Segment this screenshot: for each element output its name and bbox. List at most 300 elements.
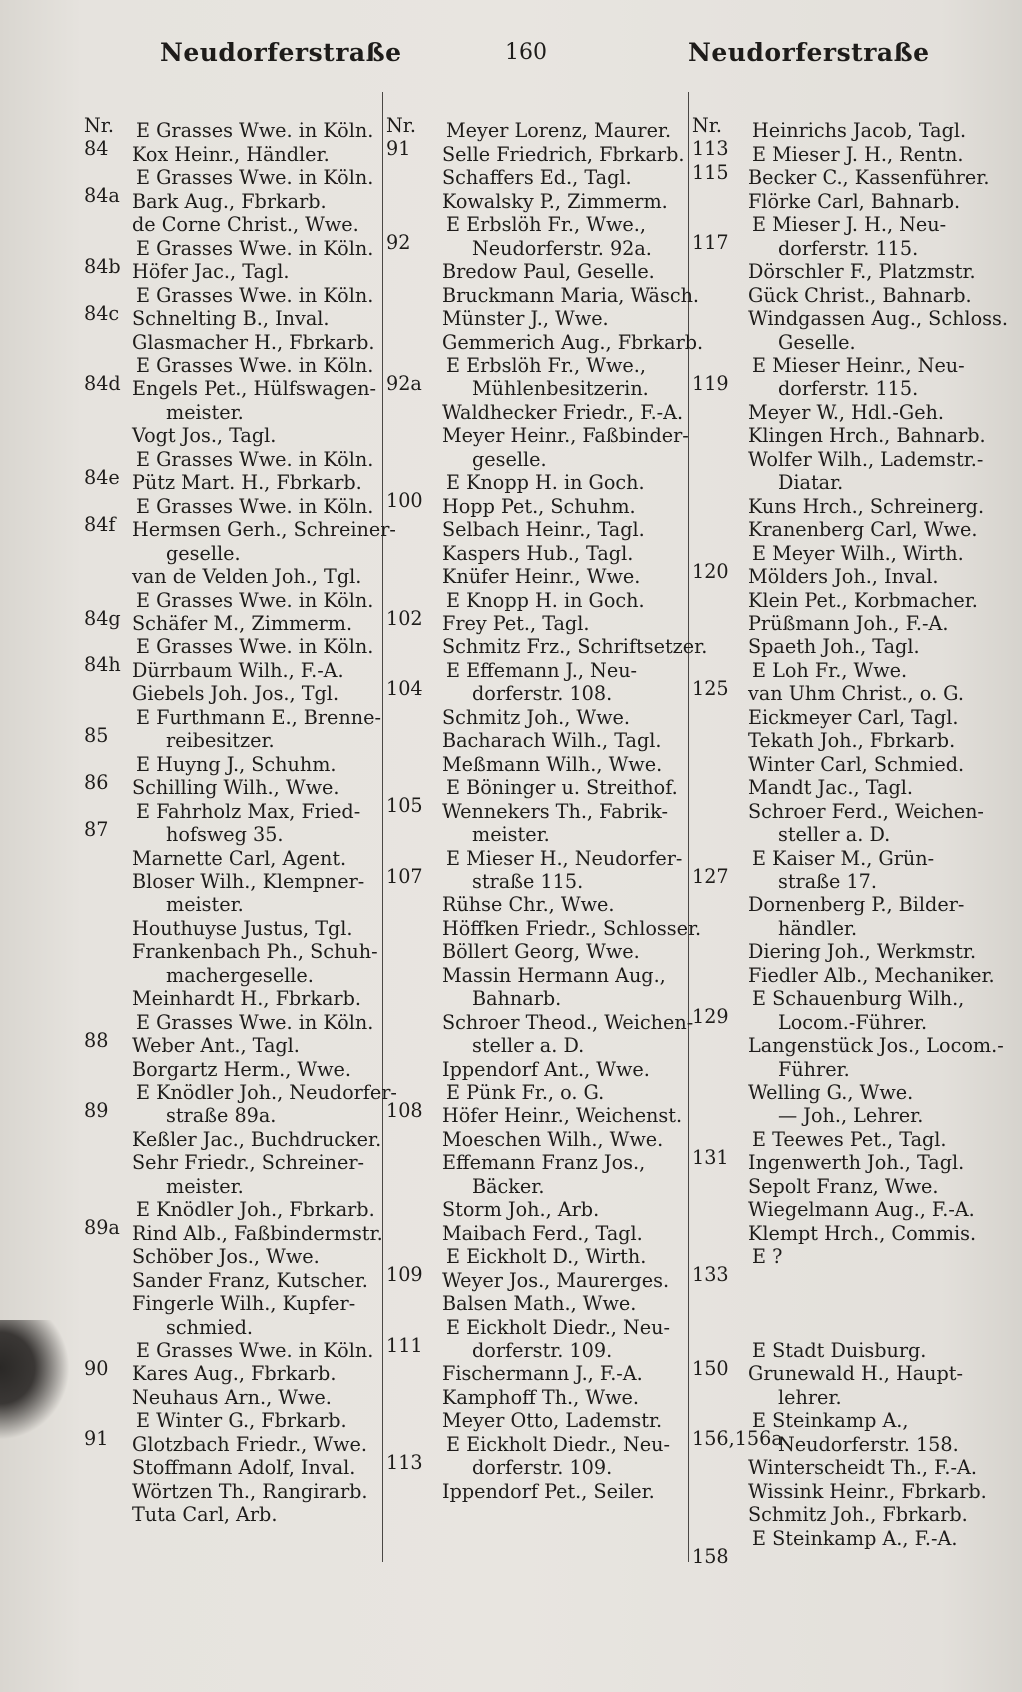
house-number: 84f	[84, 512, 116, 536]
entry-text: dorferstr. 109.	[472, 1339, 613, 1363]
entry-text: E Grasses Wwe. in Köln.	[136, 166, 374, 190]
entry-text: Schöber Jos., Wwe.	[132, 1245, 320, 1269]
resident-entry	[386, 518, 686, 541]
resident-entry	[84, 1456, 382, 1479]
entry-text: Klein Pet., Korbmacher.	[748, 588, 978, 612]
resident-entry	[84, 1151, 382, 1174]
resident-entry	[386, 1104, 686, 1127]
resident-entry	[84, 471, 382, 494]
house-entry	[692, 1526, 992, 1568]
entry-text: E Eickholt Diedr., Neu-	[446, 1432, 670, 1456]
house-number: 90	[84, 1357, 109, 1381]
entry-text: Neuhaus Arn., Wwe.	[132, 1385, 332, 1409]
resident-entry	[84, 1433, 382, 1456]
house-number: 92a	[386, 371, 422, 395]
resident-entry	[386, 495, 686, 518]
resident-entry	[386, 190, 686, 213]
entry-text: E Mieser Heinr., Neu-	[752, 353, 965, 377]
entry-text: Rind Alb., Faßbindermstr.	[132, 1221, 383, 1245]
resident-entry	[84, 1480, 382, 1503]
entry-text: Gemmerich Aug., Fbrkarb.	[442, 330, 704, 354]
blank-line	[692, 1292, 992, 1315]
resident-entry	[84, 987, 382, 1010]
entry-text: Keßler Jac., Buchdrucker.	[132, 1127, 382, 1151]
resident-entry	[84, 1104, 382, 1127]
resident-entry	[692, 917, 992, 940]
resident-entry	[692, 331, 992, 354]
resident-entry	[386, 1339, 686, 1362]
entry-text: Schnelting B., Inval.	[132, 307, 330, 331]
entry-text: dorferstr. 108.	[472, 682, 613, 706]
house-number: 87	[84, 817, 109, 841]
house-number: 89	[84, 1099, 109, 1123]
blank-line	[692, 1316, 992, 1339]
entry-text: E Loh Fr., Wwe.	[752, 658, 908, 682]
entry-text: E Grasses Wwe. in Köln.	[136, 447, 374, 471]
entry-text: Storm Joh., Arb.	[442, 1198, 600, 1222]
house-number: 89a	[84, 1216, 120, 1240]
entry-text: Knüfer Heinr., Wwe.	[442, 565, 641, 589]
resident-entry	[386, 823, 686, 846]
resident-entry	[386, 1456, 686, 1479]
resident-entry	[692, 800, 992, 823]
entry-text: Becker C., Kassenführer.	[748, 166, 990, 190]
entry-text: van Uhm Christ., o. G.	[748, 682, 964, 706]
entry-text: E Meyer Wilh., Wirth.	[752, 541, 964, 565]
resident-entry	[386, 916, 702, 940]
entry-text: Fingerle Wilh., Kupfer-	[132, 1292, 356, 1316]
entry-text: Neudorferstr. 158.	[778, 1432, 959, 1456]
resident-entry	[386, 1058, 686, 1081]
resident-entry	[692, 284, 992, 307]
page-number: 160	[505, 40, 547, 65]
resident-entry	[84, 729, 382, 752]
entry-text: Diatar.	[778, 471, 844, 495]
entry-text: E Pünk Fr., o. G.	[446, 1081, 605, 1105]
house-number: 84d	[84, 371, 121, 395]
entry-text: Glasmacher H., Fbrkarb.	[132, 330, 375, 354]
column-2	[386, 96, 708, 1503]
entry-text: meister.	[166, 1174, 244, 1198]
resident-entry	[84, 1034, 382, 1057]
resident-entry	[692, 776, 992, 799]
entry-text: Sehr Friedr., Schreiner-	[132, 1151, 365, 1175]
resident-entry	[692, 635, 992, 658]
resident-entry	[84, 1222, 382, 1245]
house-number: 109	[386, 1263, 423, 1287]
resident-entry	[692, 1456, 992, 1479]
house-number: 150	[692, 1356, 729, 1380]
blank-line	[692, 1269, 992, 1292]
entry-text: E Huyng J., Schuhm.	[136, 752, 337, 776]
resident-entry	[84, 917, 382, 940]
column-divider	[688, 92, 689, 1562]
house-number: Nr.	[386, 114, 416, 137]
entry-text: Schilling Wilh., Wwe.	[132, 776, 340, 800]
entry-text: Borgartz Herm., Wwe.	[132, 1057, 351, 1081]
entry-text: Klempt Hrch., Commis.	[748, 1221, 977, 1245]
running-head-right: Neudorferstraße	[688, 38, 930, 67]
column-divider	[382, 92, 383, 1562]
entry-text: Effemann Franz Jos.,	[442, 1151, 646, 1175]
entry-text: E Grasses Wwe. in Köln.	[136, 353, 374, 377]
entry-text: E Grasses Wwe. in Köln.	[136, 494, 374, 518]
entry-text: E Effemann J., Neu-	[446, 658, 638, 682]
resident-entry	[386, 964, 686, 987]
entry-text: Waldhecker Friedr., F.-A.	[442, 400, 684, 424]
resident-entry	[692, 1480, 992, 1503]
resident-entry	[386, 1386, 686, 1409]
entry-text: E Grasses Wwe. in Köln.	[136, 588, 374, 612]
entry-text: Schroer Theod., Weichen-	[442, 1010, 694, 1034]
resident-entry	[386, 448, 686, 471]
resident-entry	[692, 565, 992, 588]
entry-text: Kares Aug., Fbrkarb.	[132, 1362, 337, 1386]
resident-entry	[692, 1198, 992, 1221]
house-number: 158	[692, 1544, 729, 1568]
house-number: 125	[692, 676, 729, 700]
entry-text: Marnette Carl, Agent.	[132, 846, 347, 870]
resident-entry	[84, 377, 382, 400]
entry-text: Kuns Hrch., Schreinerg.	[748, 494, 985, 518]
entry-text: Neudorferstr. 92a.	[472, 236, 652, 260]
entry-text: E Knopp H. in Goch.	[446, 471, 645, 495]
entry-text: Selbach Heinr., Tagl.	[442, 518, 645, 542]
house-number: 119	[692, 371, 729, 395]
resident-entry	[386, 237, 686, 260]
entry-text: steller a. D.	[778, 823, 891, 847]
resident-entry	[692, 518, 992, 541]
resident-entry	[692, 729, 992, 752]
entry-text: Ippendorf Pet., Seiler.	[442, 1479, 655, 1503]
resident-entry	[386, 1480, 686, 1503]
entry-text: Mölders Joh., Inval.	[748, 565, 939, 589]
resident-entry	[692, 940, 992, 963]
entry-text: dorferstr. 109.	[472, 1456, 613, 1480]
entry-text: Höffken Friedr., Schlosser.	[442, 916, 702, 940]
resident-entry	[386, 1362, 686, 1385]
resident-entry	[386, 166, 686, 189]
entry-text: E Mieser J. H., Neu-	[752, 213, 947, 237]
entry-text: E Mieser J. H., Rentn.	[752, 142, 964, 166]
entry-text: Houthuyse Justus, Tgl.	[132, 916, 353, 940]
resident-entry	[84, 1269, 382, 1292]
resident-entry	[692, 1151, 992, 1174]
entry-text: E Grasses Wwe. in Köln.	[136, 635, 374, 659]
resident-entry	[386, 424, 689, 448]
resident-entry	[84, 1128, 382, 1151]
resident-entry	[386, 1269, 686, 1292]
entry-text: Kox Heinr., Händler.	[132, 142, 330, 166]
entry-text: Bacharach Wilh., Tagl.	[442, 729, 662, 753]
resident-entry	[692, 307, 1008, 331]
entry-text: Schäfer M., Zimmerm.	[132, 611, 353, 635]
resident-entry	[692, 1011, 992, 1034]
entry-text: reibesitzer.	[166, 729, 275, 753]
resident-entry	[386, 1151, 686, 1174]
entry-text: meister.	[472, 823, 550, 847]
resident-entry	[386, 307, 686, 330]
house-number: 84a	[84, 184, 120, 208]
entry-text: Münster J., Wwe.	[442, 307, 609, 331]
resident-entry	[692, 495, 992, 518]
entry-text: E Knopp H. in Goch.	[446, 588, 645, 612]
entry-text: Vogt Jos., Tagl.	[132, 424, 277, 448]
resident-entry	[692, 589, 992, 612]
resident-entry	[84, 1316, 382, 1339]
resident-entry	[84, 1175, 382, 1198]
resident-entry	[84, 424, 382, 447]
entry-text: Ingenwerth Joh., Tagl.	[748, 1151, 965, 1175]
entry-text: Fischermann J., F.-A.	[442, 1362, 643, 1386]
entry-text: E Eickholt D., Wirth.	[446, 1245, 647, 1269]
house-number: 113	[386, 1450, 423, 1474]
entry-text: Eickmeyer Carl, Tagl.	[748, 705, 959, 729]
resident-entry	[84, 1292, 382, 1315]
resident-entry	[84, 823, 382, 846]
house-number: 156,156a	[692, 1427, 783, 1451]
entry-text: Bredow Paul, Geselle.	[442, 260, 655, 284]
resident-entry	[692, 1034, 1004, 1058]
entry-text: Kamphoff Th., Wwe.	[442, 1385, 639, 1409]
entry-text: straße 17.	[778, 869, 877, 893]
resident-entry	[386, 870, 686, 893]
entry-text: — Joh., Lehrer.	[778, 1104, 924, 1128]
entry-text: geselle.	[472, 447, 547, 471]
entry-text: Stoffmann Adolf, Inval.	[132, 1456, 356, 1480]
entry-text: Bloser Wilh., Klempner-	[132, 869, 365, 893]
entry-text: E Furthmann E., Brenne-	[136, 705, 381, 729]
entry-text: Hopp Pet., Schuhm.	[442, 494, 636, 518]
entry-text: E Steinkamp A.,	[752, 1409, 909, 1433]
resident-entry	[84, 307, 382, 330]
resident-entry	[84, 213, 382, 236]
house-number: 84b	[84, 254, 121, 278]
entry-text: Engels Pet., Hülfswagen-	[132, 377, 377, 401]
resident-entry	[84, 870, 382, 893]
entry-text: Ippendorf Ant., Wwe.	[442, 1057, 650, 1081]
resident-entry	[386, 1292, 686, 1315]
entry-text: Prüßmann Joh., F.-A.	[748, 611, 949, 635]
resident-entry	[84, 659, 382, 682]
resident-entry	[84, 1386, 382, 1409]
house-number: 91	[386, 137, 411, 161]
entry-text: Heinrichs Jacob, Tagl.	[752, 119, 967, 143]
entry-text: Bahnarb.	[472, 987, 562, 1011]
house-number: 84h	[84, 653, 121, 677]
house-number: 92	[386, 231, 411, 255]
entry-text: dorferstr. 115.	[778, 236, 919, 260]
entry-text: meister.	[166, 400, 244, 424]
house-number: 113	[692, 137, 729, 161]
resident-entry	[386, 753, 686, 776]
resident-entry	[386, 143, 686, 166]
entry-text: Welling G., Wwe.	[748, 1081, 914, 1105]
entry-text: geselle.	[166, 541, 241, 565]
entry-text: Frankenbach Ph., Schuh-	[132, 940, 378, 964]
house-number: 102	[386, 606, 423, 630]
resident-entry	[84, 518, 396, 542]
resident-entry	[692, 424, 992, 447]
resident-entry	[386, 800, 686, 823]
entry-text: Schaffers Ed., Tagl.	[442, 166, 632, 190]
entry-text: E Eickholt Diedr., Neu-	[446, 1315, 670, 1339]
entry-text: Grunewald H., Haupt-	[748, 1362, 963, 1386]
resident-entry	[692, 377, 992, 400]
resident-entry	[386, 283, 700, 307]
entry-text: E Grasses Wwe. in Köln.	[136, 283, 374, 307]
entry-text: Schmitz Joh., Wwe.	[442, 705, 630, 729]
entry-text: E ?	[752, 1245, 783, 1269]
resident-entry	[386, 987, 686, 1010]
resident-entry	[84, 1503, 382, 1526]
entry-text: E Böninger u. Streithof.	[446, 776, 678, 800]
entry-text: Hermsen Gerh., Schreiner-	[132, 518, 396, 542]
entry-text: Schmitz Frz., Schriftsetzer.	[442, 635, 708, 659]
resident-entry	[692, 471, 992, 494]
entry-text: van de Velden Joh., Tgl.	[132, 565, 362, 589]
entry-text: Höfer Jac., Tagl.	[132, 260, 290, 284]
resident-entry	[84, 401, 382, 424]
entry-text: Klingen Hrch., Bahnarb.	[748, 424, 986, 448]
resident-entry	[692, 448, 992, 471]
entry-text: Meßmann Wilh., Wwe.	[442, 752, 663, 776]
house-number: 84	[84, 137, 109, 161]
entry-text: E Knödler Joh., Fbrkarb.	[136, 1198, 375, 1222]
resident-entry	[84, 964, 382, 987]
entry-text: straße 115.	[472, 869, 584, 893]
entry-text: Bark Aug., Fbrkarb.	[132, 189, 327, 213]
house-number: 107	[386, 864, 423, 888]
house-number: 127	[692, 864, 729, 888]
resident-entry	[692, 166, 992, 189]
entry-text: Mühlenbesitzerin.	[472, 377, 649, 401]
entry-text: E Grasses Wwe. in Köln.	[136, 236, 374, 260]
house-number: 111	[386, 1333, 423, 1357]
entry-text: Meyer Heinr., Faßbinder-	[442, 424, 689, 448]
entry-text: E Steinkamp A., F.-A.	[752, 1526, 958, 1550]
entry-text: dorferstr. 115.	[778, 377, 919, 401]
house-number: 105	[386, 794, 423, 818]
resident-entry	[692, 1104, 992, 1127]
house-number: 86	[84, 770, 109, 794]
entry-text: Meyer Lorenz, Maurer.	[446, 119, 672, 143]
entry-text: Kowalsky P., Zimmerm.	[442, 189, 668, 213]
resident-entry	[692, 1433, 992, 1456]
house-number: 84e	[84, 465, 120, 489]
resident-entry	[386, 1128, 686, 1151]
entry-text: E Erbslöh Fr., Wwe.,	[446, 353, 646, 377]
entry-text: Langenstück Jos., Locom.-	[748, 1034, 1004, 1058]
entry-text: hofsweg 35.	[166, 823, 284, 847]
entry-text: meister.	[166, 893, 244, 917]
resident-entry	[84, 612, 382, 635]
resident-entry	[386, 1409, 686, 1432]
entry-text: Winter Carl, Schmied.	[748, 752, 965, 776]
entry-text: Führer.	[778, 1057, 850, 1081]
house-number: 108	[386, 1099, 423, 1123]
entry-text: Locom.-Führer.	[778, 1010, 928, 1034]
house-number: 131	[692, 1145, 729, 1169]
entry-text: Giebels Joh. Jos., Tgl.	[132, 682, 340, 706]
entry-text: E Erbslöh Fr., Wwe.,	[446, 213, 646, 237]
running-head-left: Neudorferstraße	[160, 38, 402, 67]
resident-entry	[692, 1222, 992, 1245]
house-number: 117	[692, 231, 729, 255]
resident-entry	[386, 893, 686, 916]
entry-text: machergeselle.	[166, 963, 314, 987]
house-number: 120	[692, 559, 729, 583]
resident-entry	[692, 753, 992, 776]
resident-entry	[692, 682, 992, 705]
house-entry	[692, 1245, 992, 1287]
entry-text: straße 89a.	[166, 1104, 277, 1128]
entry-text: schmied.	[166, 1315, 254, 1339]
entry-text: Frey Pet., Tagl.	[442, 611, 590, 635]
entry-text: händler.	[778, 916, 858, 940]
house-number: 84c	[84, 301, 120, 325]
resident-entry	[692, 1058, 992, 1081]
resident-entry	[692, 823, 992, 846]
entry-text: Kranenberg Carl, Wwe.	[748, 518, 978, 542]
house-number: 91	[84, 1427, 109, 1451]
resident-entry	[84, 893, 382, 916]
resident-entry	[84, 940, 382, 963]
entry-text: E Fahrholz Max, Fried-	[136, 799, 361, 823]
resident-entry	[692, 612, 992, 635]
house-number: Nr.	[692, 114, 722, 137]
resident-entry	[84, 542, 382, 565]
entry-text: de Corne Christ., Wwe.	[132, 213, 359, 237]
entry-text: E Grasses Wwe. in Köln.	[136, 1010, 374, 1034]
resident-entry	[84, 682, 382, 705]
entry-text: Geselle.	[778, 330, 856, 354]
house-number: 88	[84, 1028, 109, 1052]
entry-text: Tekath Joh., Fbrkarb.	[748, 729, 956, 753]
entry-text: Bäcker.	[472, 1174, 545, 1198]
resident-entry	[84, 1245, 382, 1268]
entry-text: Winterscheidt Th., F.-A.	[748, 1456, 977, 1480]
resident-entry	[84, 260, 382, 283]
entry-text: Windgassen Aug., Schloss.	[748, 307, 1008, 331]
house-number: 115	[692, 160, 729, 184]
entry-text: Massin Hermann Aug.,	[442, 963, 666, 987]
resident-entry	[386, 260, 686, 283]
resident-entry	[386, 612, 686, 635]
resident-entry	[692, 1175, 992, 1198]
house-number: 133	[692, 1263, 729, 1287]
resident-entry	[692, 237, 992, 260]
entry-text: Böllert Georg, Wwe.	[442, 940, 640, 964]
resident-entry	[386, 729, 686, 752]
entry-text: Flörke Carl, Bahnarb.	[748, 189, 961, 213]
resident-entry	[84, 143, 382, 166]
entry-text: Schmitz Joh., Fbrkarb.	[748, 1503, 968, 1527]
entry-text: Tuta Carl, Arb.	[132, 1503, 278, 1527]
resident-entry	[692, 963, 995, 987]
resident-entry	[386, 1010, 694, 1034]
resident-entry	[386, 1175, 686, 1198]
entry-text: E Stadt Duisburg.	[752, 1338, 927, 1362]
entry-text: Mandt Jac., Tagl.	[748, 776, 913, 800]
resident-entry	[386, 377, 686, 400]
resident-entry	[386, 1222, 686, 1245]
entry-text: Sepolt Franz, Wwe.	[748, 1174, 939, 1198]
entry-text: E Winter G., Fbrkarb.	[136, 1409, 347, 1433]
column-3	[692, 96, 1008, 1568]
entry-text: Fiedler Alb., Mechaniker.	[748, 963, 995, 987]
entry-text: Rühse Chr., Wwe.	[442, 893, 615, 917]
